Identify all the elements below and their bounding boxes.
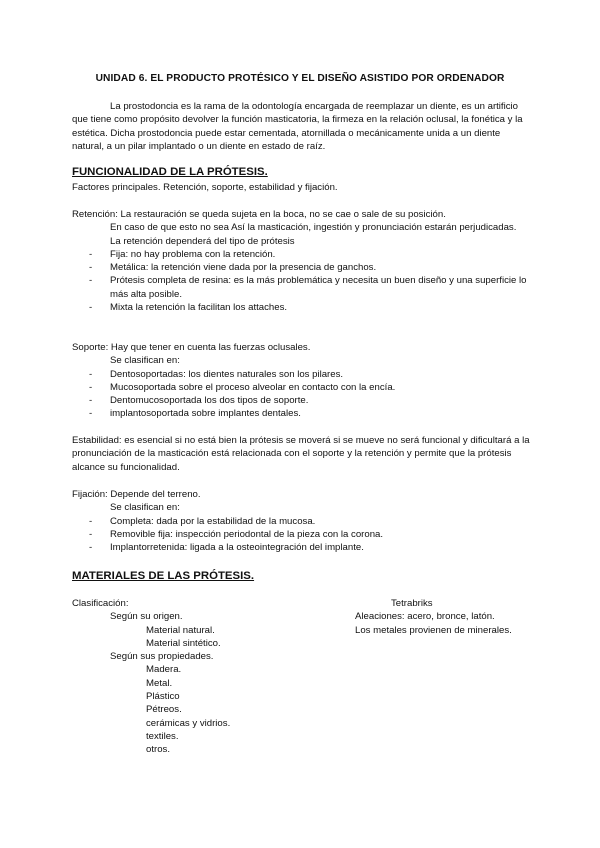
dash-bullet: - bbox=[89, 515, 93, 527]
document-title: UNIDAD 6. EL PRODUCTO PROTÉSICO Y EL DISEÑO ASISTIDO POR ORDENADOR bbox=[95, 73, 505, 84]
origen-label: Según su origen. bbox=[110, 611, 183, 623]
list-item bbox=[72, 368, 534, 381]
list-item bbox=[72, 301, 534, 314]
list-item-text: Mixta la retención la facilitan los attaches. bbox=[110, 302, 288, 314]
dash-bullet: - bbox=[89, 275, 93, 287]
dash-bullet: - bbox=[89, 408, 93, 420]
list-item: Material sintético. bbox=[146, 637, 221, 649]
materiales-right-notes bbox=[355, 597, 555, 637]
list-item-text: Fija: no hay problema con la retención. bbox=[110, 248, 276, 260]
list-item-text: Implantorretenida: ligada a la osteointegración del implante. bbox=[110, 542, 364, 554]
dash-bullet: - bbox=[89, 395, 93, 407]
list-item bbox=[72, 528, 534, 541]
dash-bullet: - bbox=[89, 528, 93, 540]
list-item: Madera. bbox=[146, 664, 182, 676]
list-item-text: implantosoportada sobre implantes dentales. bbox=[110, 408, 301, 420]
tetrabriks-label: Tetrabriks bbox=[391, 598, 433, 609]
dash-bullet: - bbox=[89, 381, 93, 393]
retencion-title: Retención: La restauración se queda sujeta en la boca, no se cae o sale de su posición. bbox=[72, 209, 446, 220]
estabilidad-paragraph: Estabilidad: es esencial si no está bien la prótesis se moverá si se mueve no será funcional y dificultará a la pronunciación de la masticación está relacionada con el soporte y la retención y permite que la prótesis alcance su funcionalidad. bbox=[72, 435, 530, 473]
list-item: Metal. bbox=[146, 677, 173, 689]
list-item: Material natural. bbox=[146, 624, 215, 636]
fijacion-section bbox=[72, 488, 534, 554]
materiales-clasificacion bbox=[72, 597, 332, 757]
factores-line bbox=[72, 181, 534, 194]
dash-bullet: - bbox=[89, 248, 93, 260]
propiedades-label: Según sus propiedades. bbox=[110, 651, 214, 663]
list-item bbox=[72, 274, 534, 301]
factores-text: Factores principales. Retención, soporte, estabilidad y fijación. bbox=[72, 182, 338, 193]
list-item: textiles. bbox=[146, 730, 179, 742]
fijacion-title: Fijación: Depende del terreno. bbox=[72, 489, 201, 500]
list-item-text: Prótesis completa de resina: es la más problemática y necesita un buen diseño y una superficie lo más alta posible. bbox=[110, 275, 527, 300]
retencion-sub: La retención dependerá del tipo de prótesis bbox=[110, 235, 295, 247]
list-item-text: Dentomucosoportada los dos tipos de soporte. bbox=[110, 395, 309, 407]
list-item: Plástico bbox=[146, 691, 180, 703]
list-item bbox=[72, 394, 534, 407]
list-item-text: Mucosoportada sobre el proceso alveolar en contacto con la encía. bbox=[110, 381, 396, 393]
list-item bbox=[72, 541, 534, 554]
list-item-text: Metálica: la retención viene dada por la presencia de ganchos. bbox=[110, 262, 377, 274]
list-item bbox=[72, 407, 534, 420]
list-item bbox=[72, 248, 534, 261]
clasificacion-label: Clasificación: bbox=[72, 598, 129, 609]
dash-bullet: - bbox=[89, 262, 93, 274]
retencion-section bbox=[72, 208, 534, 314]
list-item: otros. bbox=[146, 744, 170, 756]
dash-bullet: - bbox=[89, 302, 93, 314]
dash-bullet: - bbox=[89, 542, 93, 554]
list-item bbox=[72, 261, 534, 274]
dash-bullet: - bbox=[89, 368, 93, 380]
list-item bbox=[72, 515, 534, 528]
intro-paragraph: La prostodoncia es la rama de la odontología encargada de reemplazar un diente, es un artificio que tiene como propósito devolver la función masticatoria, la firmeza en la relación oclusal, la fonética y la estética. Dicha prostodoncia puede estar cementada, atornillada o mecánicamente unida a un diente natural, a un pilar implantado o un diente en estado de raíz. bbox=[72, 101, 523, 152]
funcionalidad-heading: FUNCIONALIDAD DE LA PRÓTESIS. bbox=[72, 166, 268, 178]
retencion-paragraph: En caso de que esto no sea Así la masticación, ingestión y pronunciación estarán perjudicadas. bbox=[110, 222, 517, 234]
soporte-title: Soporte: Hay que tener en cuenta las fuerzas oclusales. bbox=[72, 342, 311, 353]
list-item-text: Removible fija: inspección periodontal de la pieza con la corona. bbox=[110, 528, 384, 540]
list-item: Pétreos. bbox=[146, 704, 182, 716]
soporte-sub: Se clasifican en: bbox=[110, 355, 180, 367]
materiales-heading: MATERIALES DE LAS PRÓTESIS. bbox=[72, 570, 255, 582]
fijacion-sub: Se clasifican en: bbox=[110, 502, 180, 514]
list-item bbox=[72, 381, 534, 394]
list-item-text: Completa: dada por la estabilidad de la mucosa. bbox=[110, 515, 316, 527]
estabilidad-section bbox=[72, 434, 534, 474]
metales-line: Los metales provienen de minerales. bbox=[355, 624, 512, 636]
soporte-section bbox=[72, 341, 534, 421]
list-item-text: Dentosoportadas: los dientes naturales son los pilares. bbox=[110, 368, 344, 380]
aleaciones-line: Aleaciones: acero, bronce, latón. bbox=[355, 611, 495, 623]
list-item: cerámicas y vidrios. bbox=[146, 717, 231, 729]
